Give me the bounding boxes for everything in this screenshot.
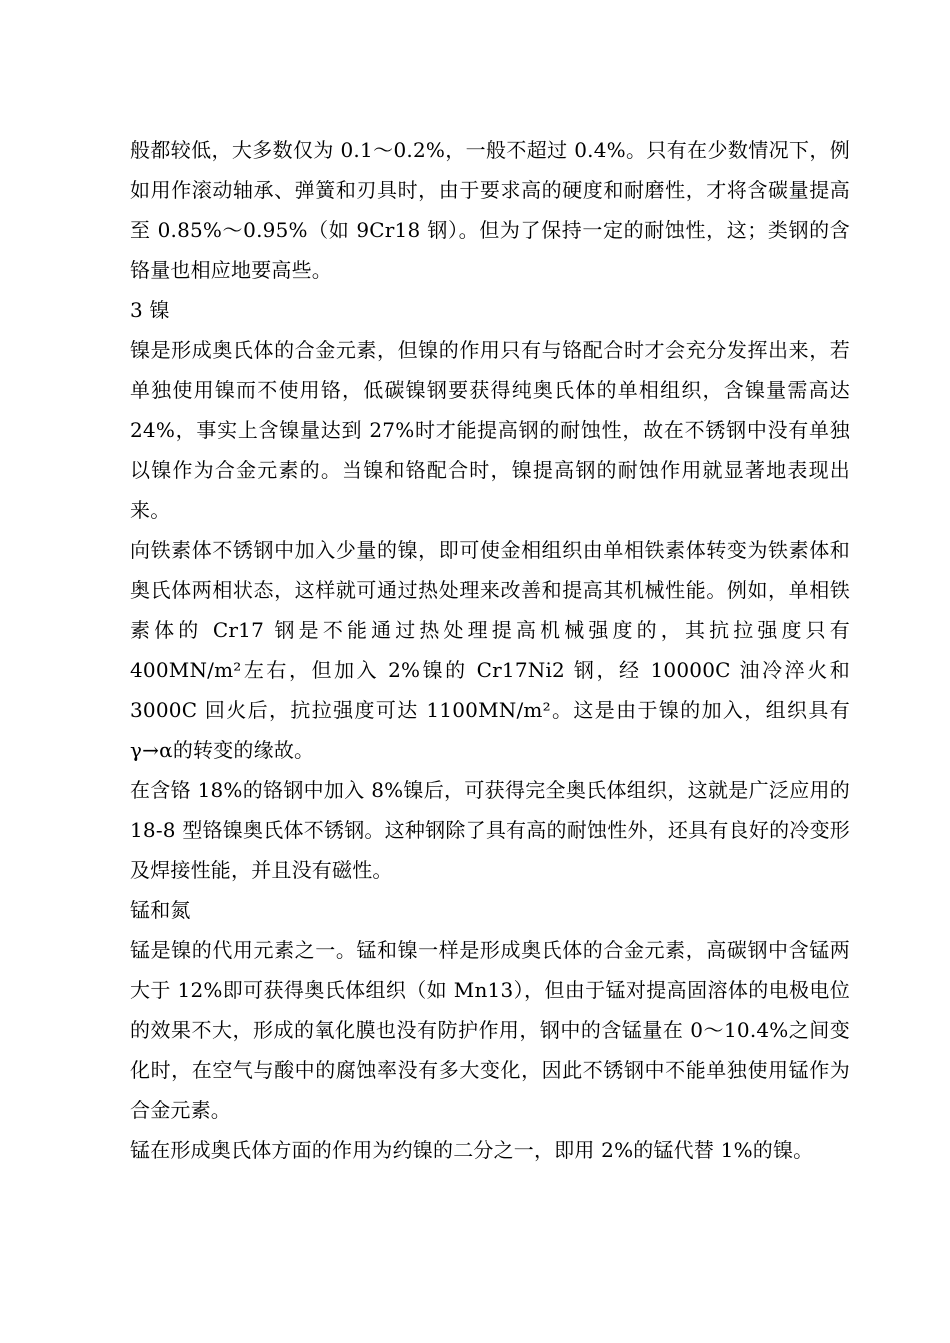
document-body (130, 130, 850, 1170)
section-heading-nickel: 3 镍 (130, 298, 170, 322)
section-heading-manganese-nitrogen: 锰和氮 (130, 898, 191, 922)
paragraph-nickel-role: 镍是形成奥氏体的合金元素，但镍的作用只有与铬配合时才会充分发挥出来，若单独使用镍而不使用铬，低碳镍钢要获得纯奥氏体的单相组织，含镍量需高达 24%，事实上含镍量达到 27%时才能提高钢的耐蚀性，故在不锈钢中没有单独以镍作为合金元素的。当镍和铬配合时，镍提高钢的耐蚀作用就显著地表现出来。 (130, 338, 850, 522)
paragraph-manganese-substitute: 锰是镍的代用元素之一。锰和镍一样是形成奥氏体的合金元素，高碳钢中含锰两大于 12%即可获得奥氏体组织（如 Mn13），但由于锰对提高固溶体的电极电位的效果不大，形成的氧化膜也没有防护作用，钢中的含锰量在 0～10.4%之间变化时，在空气与酸中的腐蚀率没有多大变化，因此不锈钢中不能单独使用锰作为合金元素。 (130, 938, 850, 1122)
paragraph-nickel-ferritic: 向铁素体不锈钢中加入少量的镍，即可使金相组织由单相铁素体转变为铁素体和奥氏体两相状态，这样就可通过热处理来改善和提高其机械性能。例如，单相铁素体的 Cr17 钢是不能通过热处理提高机械强度的，其抗拉强度只有 400MN/m²左右，但加入 2%镍的 Cr17Ni2 钢，经 10000C 油冷淬火和3000C 回火后，抗拉强度可达 1100MN/m²。这是由于镍的加入，组织具有γ→α的转变的缘故。 (130, 538, 850, 762)
paragraph-18-8-steel: 在含铬 18%的铬钢中加入 8%镍后，可获得完全奥氏体组织，这就是广泛应用的 18-8 型铬镍奥氏体不锈钢。这种钢除了具有高的耐蚀性外，还具有良好的冷变形及焊接性能，并且没有磁性。 (130, 778, 850, 882)
paragraph-carbon-content: 般都较低，大多数仅为 0.1～0.2%，一般不超过 0.4%。只有在少数情况下，例如用作滚动轴承、弹簧和刃具时，由于要求高的硬度和耐磨性，才将含碳量提高至 0.85%～0.95%（如 9Cr18 钢）。但为了保持一定的耐蚀性，这；类钢的含铬量也相应地要高些。 (130, 138, 850, 282)
paragraph-manganese-ratio: 锰在形成奥氏体方面的作用为约镍的二分之一，即用 2%的锰代替 1%的镍。 (130, 1138, 814, 1162)
